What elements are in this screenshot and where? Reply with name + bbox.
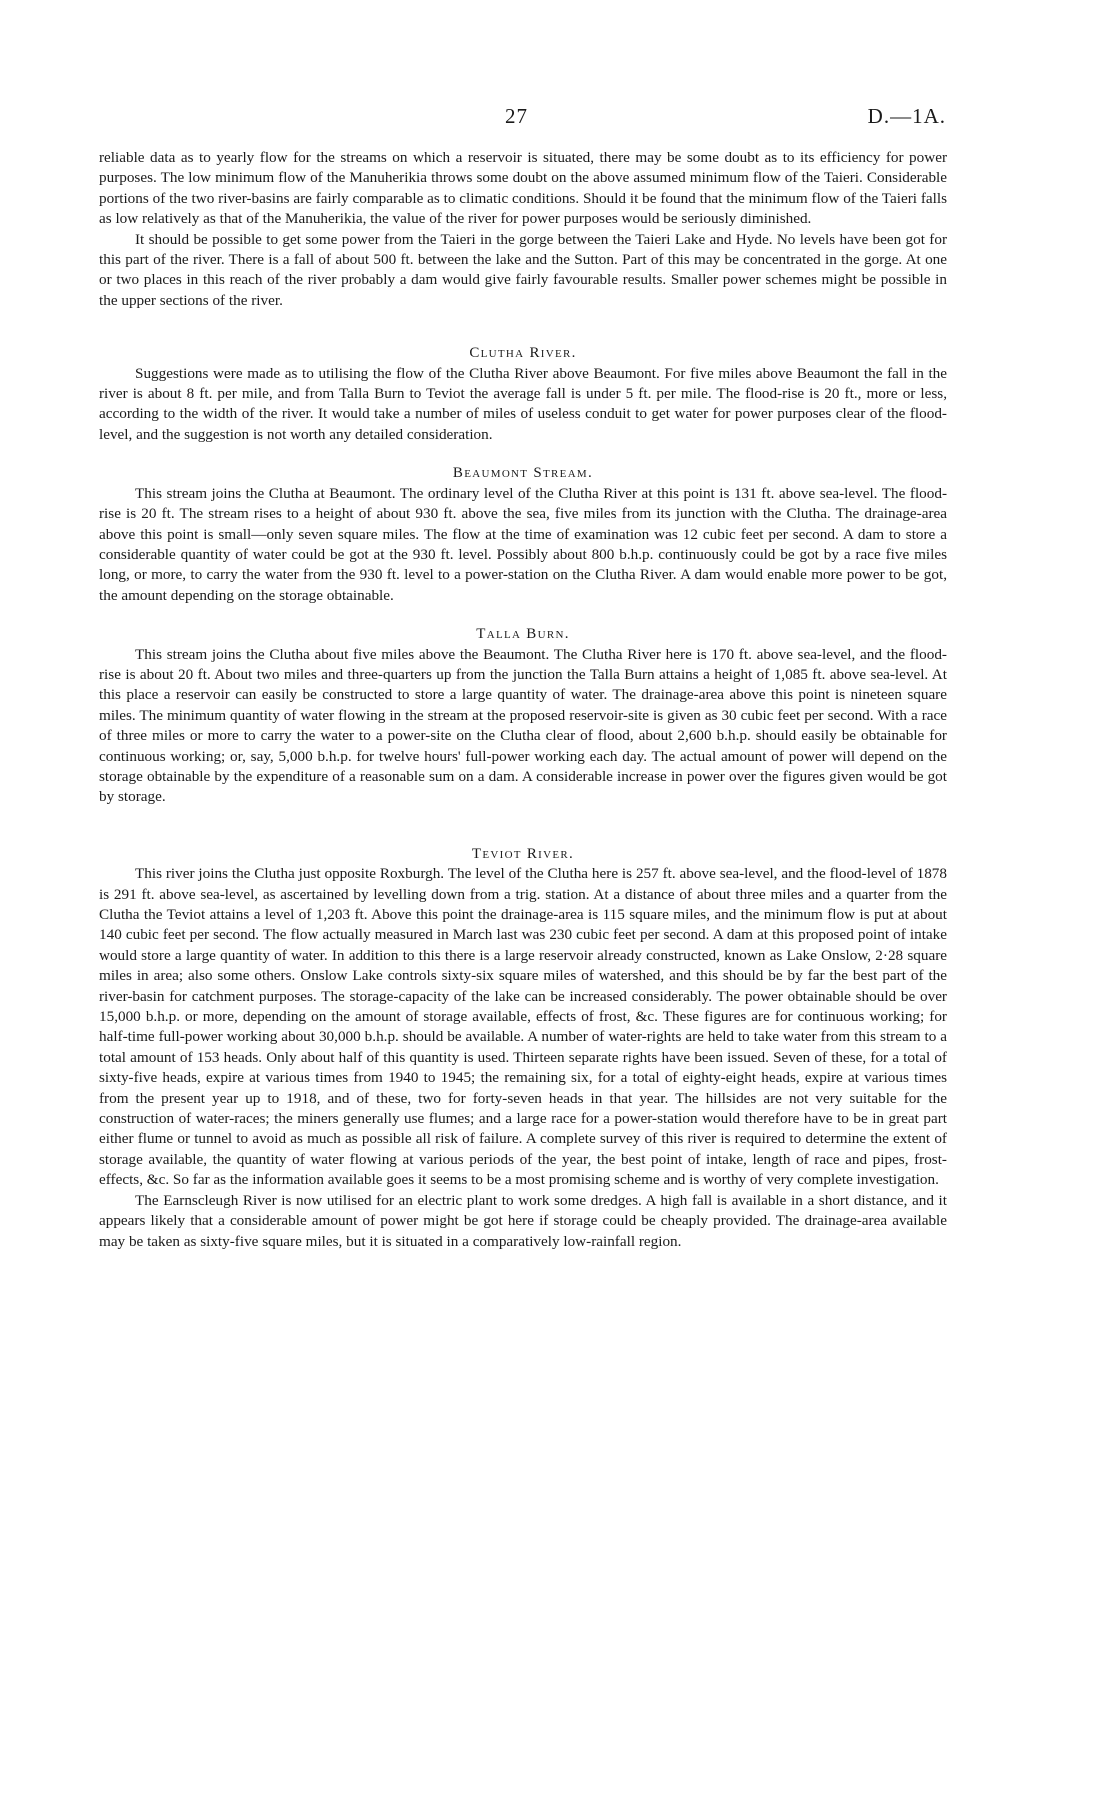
document-code: D.—1A. [867, 104, 946, 128]
taieri-paragraph-1: reliable data as to yearly flow for the streams on which a reservoir is situated, there may be some doubt as to its efficiency for power purposes. The low minimum flow of the Manuherikia throws some doubt on the above assumed minimum flow of the Taieri. Considerable portions of the two river-basins are fairly comparable as to climatic conditions. Should it be found that the minimum flow of the Taieri falls as low relatively as that of the Manuherikia, the value of the river for power purposes would be seriously diminished. [99, 149, 947, 228]
teviot-river-heading: Teviot River. [471, 845, 575, 862]
page-body [99, 148, 947, 1252]
taieri-paragraph-2: It should be possible to get some power from the Taieri in the gorge between the Taieri Lake and Hyde. No levels have been got for this part of the river. There is a fall of about 500 ft. between the lake and the Sutton. Part of this may be concentrated in the gorge. At one or two places in this reach of the river probably a dam would give fairly favourable results. Smaller power schemes might be possible in the upper sections of the river. [99, 230, 947, 309]
beaumont-stream-heading: Beaumont Stream. [452, 465, 594, 482]
earnscleugh-river-paragraph: The Earnscleugh River is now utilised for an electric plant to work some dredges. A high fall is available in a short distance, and it appears likely that a considerable amount of power might be got here if storage could be cheaply provided. The drainage-area available may be taken as sixty-five square miles, but it is situated in a comparatively low-rainfall region. [99, 1191, 947, 1250]
spacer [99, 445, 947, 463]
talla-burn-paragraph: This stream joins the Clutha about five miles above the Beaumont. The Clutha River here is 170 ft. above sea-level, and the flood-rise is about 20 ft. About two miles and three-quarters up from the junction the Talla Burn attains a height of 1,085 ft. above sea-level. At this place a reservoir can easily be constructed to store a large quantity of water. The drainage-area above this point is nineteen square miles. The minimum quantity of water flowing in the stream at the proposed reservoir-site is given as 30 cubic feet per second. With a race of three miles or more to carry the water to a power-site on the Clutha clear of flood, about 2,600 b.h.p. should easily be obtainable for continuous working; or, say, 5,000 b.h.p. for twelve hours' full-power working each day. The actual amount of power will depend on the storage obtainable by the expenditure of a reasonable sum on a dam. A considerable increase in power over the figures given would be got by storage. [99, 645, 947, 806]
talla-burn-heading: Talla Burn. [476, 626, 570, 643]
spacer [99, 808, 947, 844]
page-header [0, 104, 1114, 134]
beaumont-stream-paragraph: This stream joins the Clutha at Beaumont. The ordinary level of the Clutha River at this point is 131 ft. above sea-level. The flood-rise is 20 ft. The stream rises to a height of about 930 ft. above the sea, five miles from its junction with the Clutha. The drainage-area above this point is small—only seven square miles. The flow at the time of examination was 12 cubic feet per second. A dam to store a considerable quantity of water could be got at the 930 ft. level. Possibly about 800 b.h.p. continuously could be got by a race five miles long, or more, to carry the water from the 930 ft. level to a power-station on the Clutha River. A dam would enable more power to be got, the amount depending on the storage obtainable. [99, 484, 947, 604]
spacer [99, 606, 947, 624]
clutha-river-paragraph: Suggestions were made as to utilising the flow of the Clutha River above Beaumont. For five miles above Beaumont the fall in the river is about 8 ft. per mile, and from Talla Burn to Teviot the average fall is under 5 ft. per mile. The flood-rise is 20 ft., more or less, according to the width of the river. It would take a number of miles of useless conduit to get water for power purposes clear of the flood-level, and the suggestion is not worth any detailed consideration. [99, 364, 947, 443]
teviot-river-paragraph-1: This river joins the Clutha just opposite Roxburgh. The level of the Clutha here is 257 ft. above sea-level, and the flood-level of 1878 is 291 ft. above sea-level, as ascertained by levelling down from a trig. station. At a distance of about three miles and a quarter from the Clutha the Teviot attains a level of 1,203 ft. Above this point the drainage-area is 115 square miles, and the minimum flow is put at about 140 cubic feet per second. The flow actually measured in March last was 230 cubic feet per second. A dam at this proposed point of intake would store a large quantity of water. In addition to this there is a large reservoir already constructed, known as Lake Onslow, 2·28 square miles in area; also some others. Onslow Lake controls sixty-six square miles of watershed, and this should be by far the best part of the river-basin for catchment purposes. The storage-capacity of the lake can be increased considerably. The power obtainable should be over 15,000 b.h.p. or more, depending on the amount of storage available, effects of frost, &c. These figures are for continuous working; for half-time full-power working about 30,000 b.h.p. should be available. A number of water-rights are held to take water from this stream to a total amount of 153 heads. Only about half of this quantity is used. Thirteen separate rights have been issued. Seven of these, for a total of sixty-five heads, expire at various times from 1940 to 1945; the remaining six, for a total of eighty-eight heads, expire at various times from the present year up to 1918, and of these, two for forty-seven heads in that year. The hillsides are not very suitable for the construction of water-races; the miners generally use flumes; and a large race for a power-station would therefore have to be in great part either flume or tunnel to avoid as much as possible all risk of failure. A complete survey of this river is required to determine the extent of storage available, the quantity of water flowing at various periods of the year, the best point of intake, length of race and pipes, frost-effects, &c. So far as the information available goes it seems to be a most promising scheme and is worthy of very complete investigation. [99, 865, 947, 1189]
clutha-river-heading: Clutha River. [469, 345, 577, 362]
spacer [99, 311, 947, 343]
page-number: 27 [505, 104, 528, 128]
